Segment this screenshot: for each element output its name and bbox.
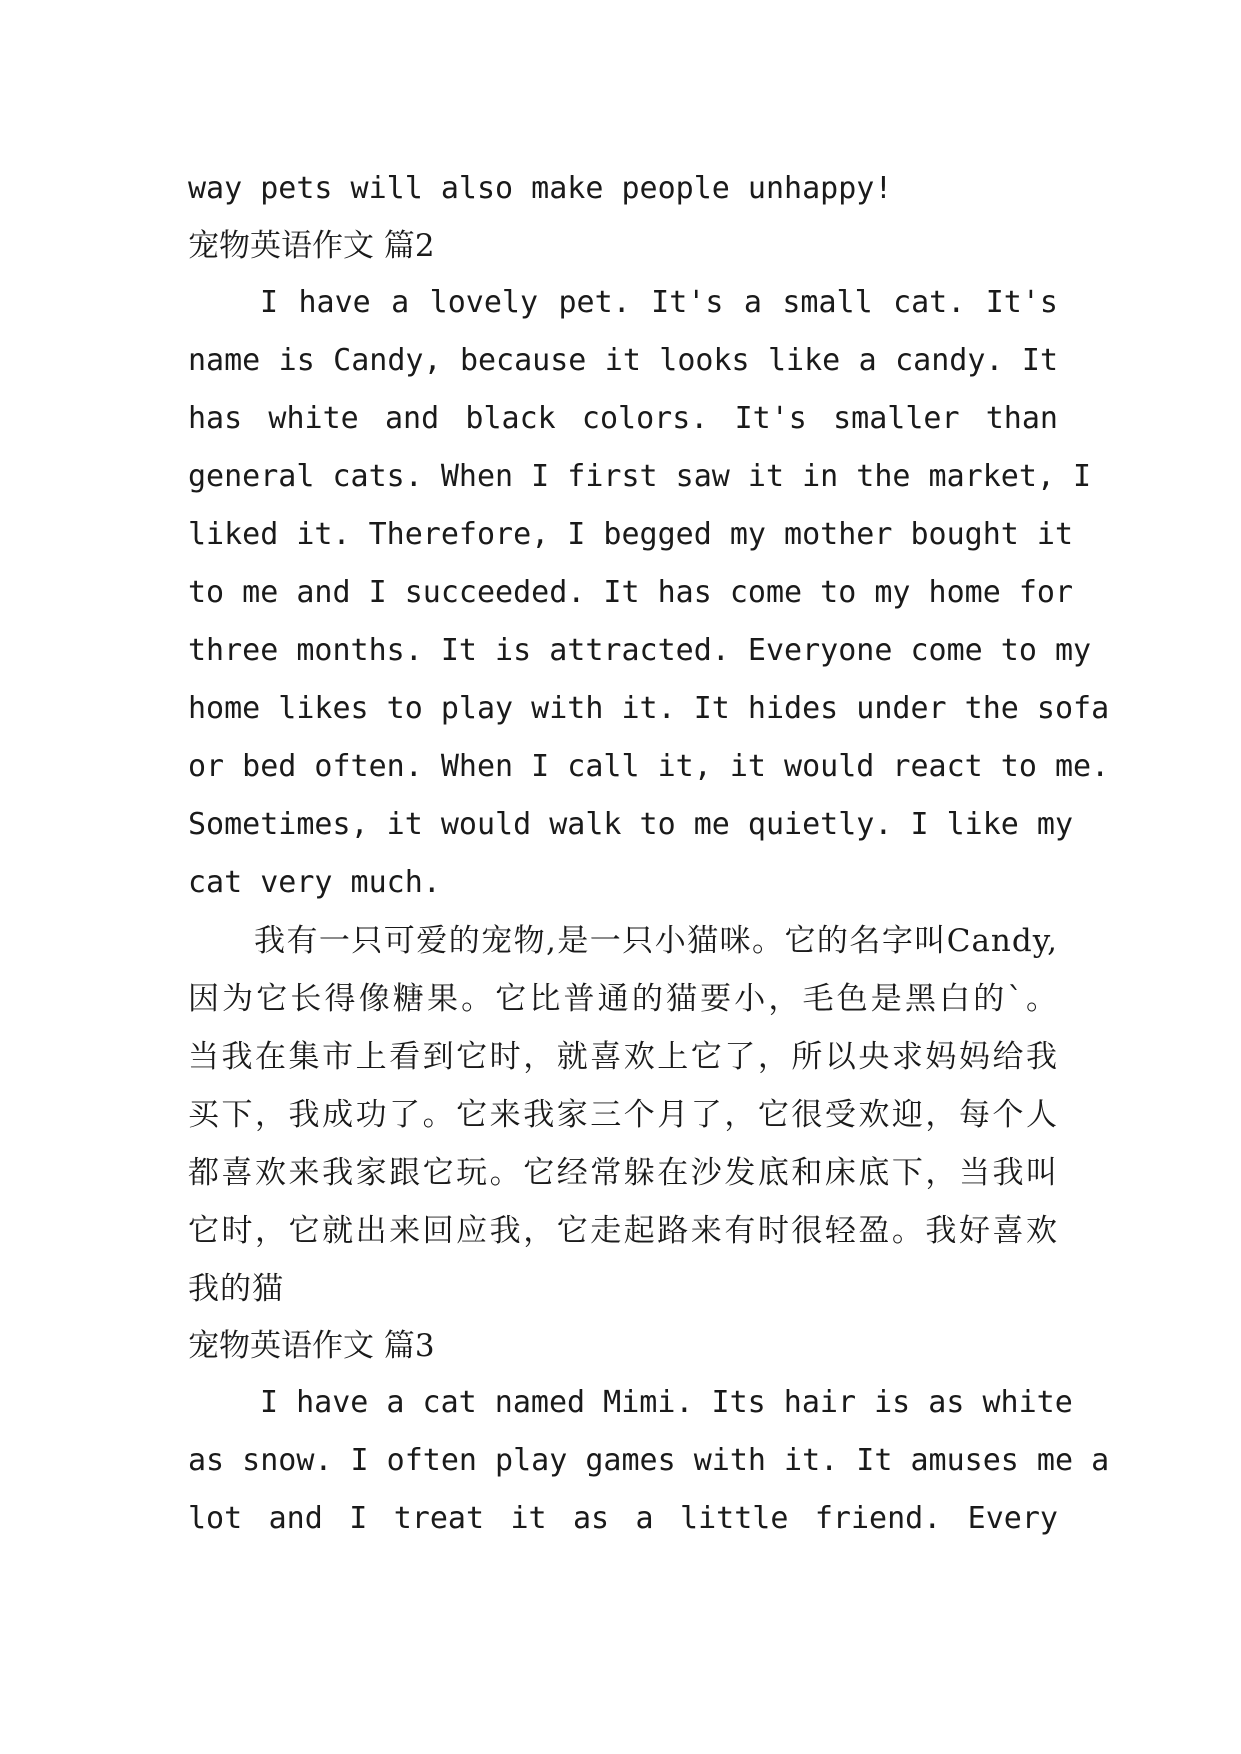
paragraph-line: 当我在集市上看到它时，就喜欢上它了，所以央求妈妈给我	[188, 1039, 1058, 1075]
section-2-chinese-paragraph	[188, 912, 1058, 1318]
paragraph-line: name is Candy, because it looks like a candy. It	[188, 343, 1058, 378]
paragraph-line: I have a cat named Mimi. Its hair is as white	[260, 1385, 1073, 1420]
paragraph-line: to me and I succeeded. It has come to my home for	[188, 575, 1074, 610]
paragraph-line: general cats. When I first saw it in the market, I	[188, 459, 1092, 494]
paragraph-line: liked it. Therefore, I begged my mother bought it	[188, 517, 1074, 552]
section-3-heading: 宠物英语作文 篇3	[188, 1328, 435, 1364]
paragraph-line: I have a lovely pet. It's a small cat. It's	[260, 285, 1058, 320]
paragraph-line: home likes to play with it. It hides under the sofa	[188, 691, 1110, 726]
section-2-english-paragraph	[188, 274, 1110, 912]
paragraph-line: or bed often. When I call it, it would react to me.	[188, 749, 1110, 784]
paragraph-line: cat very much.	[188, 865, 441, 900]
paragraph-line: 我有一只可爱的宠物,是一只小猫咪。它的名字叫Candy,	[254, 923, 1058, 959]
paragraph-line: 因为它长得像糖果。它比普通的猫要小，毛色是黑白的`。	[188, 981, 1058, 1017]
paragraph-line: 买下，我成功了。它来我家三个月了，它很受欢迎，每个人	[188, 1097, 1058, 1133]
continuation-line: way pets will also make people unhappy!	[188, 171, 893, 206]
section-2-heading: 宠物英语作文 篇2	[188, 228, 435, 264]
paragraph-line: Sometimes, it would walk to me quietly. I like my	[188, 807, 1074, 842]
paragraph-line: three months. It is attracted. Everyone come to my	[188, 633, 1092, 668]
paragraph-line: 都喜欢来我家跟它玩。它经常躲在沙发底和床底下，当我叫	[188, 1155, 1058, 1191]
document-body	[188, 160, 1110, 1548]
paragraph-line: lot and I treat it as a little friend. Every	[188, 1501, 1058, 1536]
paragraph-line: has white and black colors. It's smaller than	[188, 401, 1058, 436]
paragraph-line: 它时，它就出来回应我，它走起路来有时很轻盈。我好喜欢	[188, 1213, 1058, 1249]
paragraph-line: 我的猫	[188, 1271, 284, 1307]
section-3-english-paragraph	[188, 1374, 1110, 1548]
paragraph-line: as snow. I often play games with it. It amuses me a	[188, 1443, 1110, 1478]
